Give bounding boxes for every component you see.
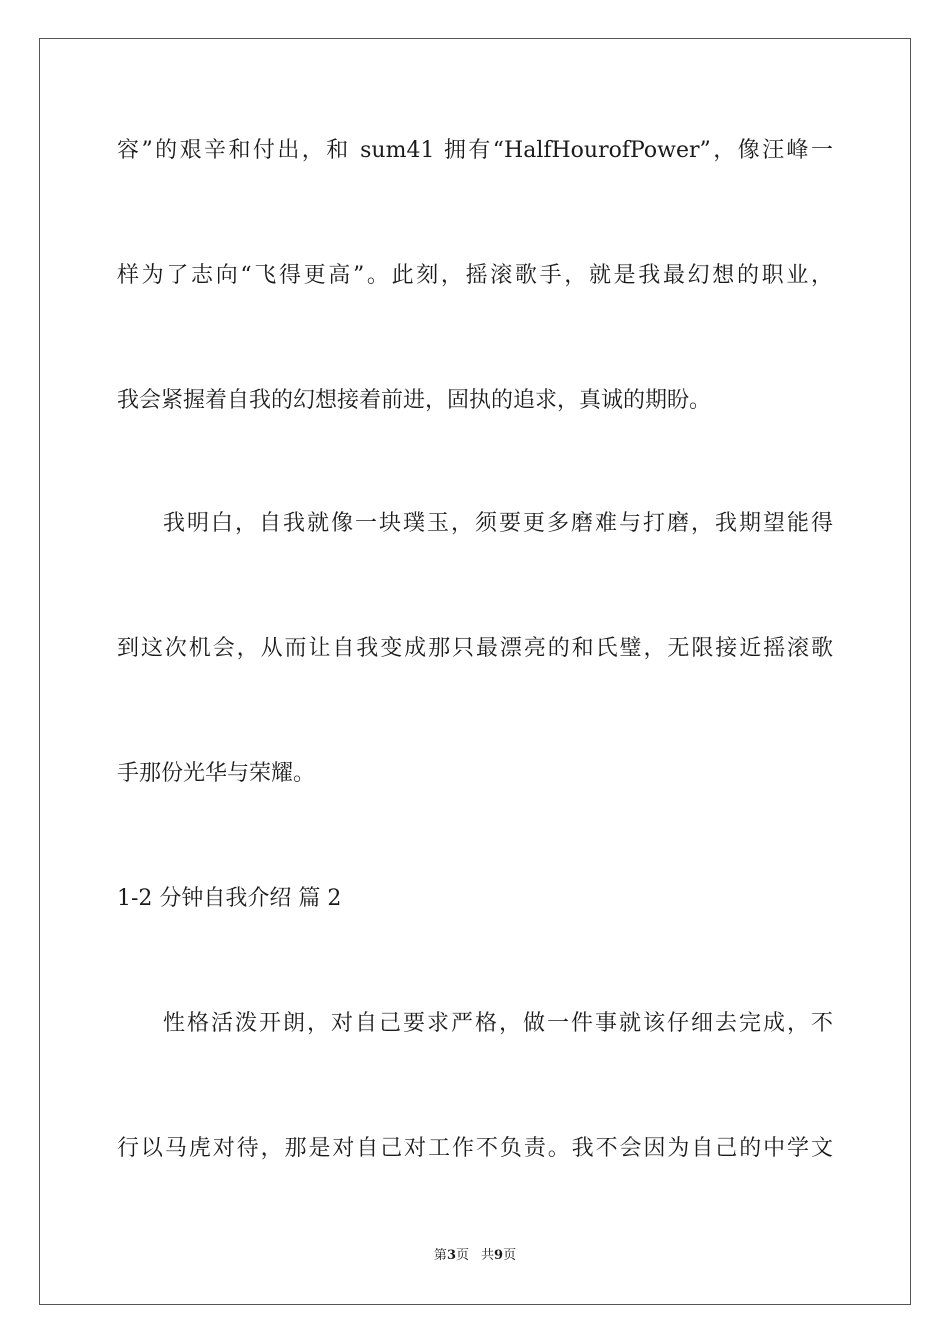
total-suffix: 页 (503, 1248, 517, 1263)
paragraph-line-6: 手那份光华与荣耀。 (117, 761, 316, 786)
paragraph-line-5: 到这次机会，从而让自我变成那只最漂亮的和氏璧，无限接近摇滚歌 (117, 636, 833, 661)
page-border (39, 38, 911, 1305)
paragraph-line-4: 我明白，自我就像一块璞玉，须要更多磨难与打磨，我期望能得 (163, 511, 833, 536)
paragraph-line-3: 我会紧握着自我的幻想接着前进，固执的追求，真诚的期盼。 (117, 388, 712, 413)
paragraph-line-2: 样为了志向“飞得更高”。此刻，摇滚歌手，就是我最幻想的职业， (117, 263, 833, 288)
page-prefix: 第 (433, 1248, 447, 1263)
page-number-footer (0, 1248, 950, 1264)
section-heading: 1-2 分钟自我介绍 篇 2 (117, 886, 342, 911)
paragraph-line-8: 行以马虎对待，那是对自己对工作不负责。我不会因为自己的中学文 (117, 1136, 833, 1161)
current-page-number: 3 (446, 1248, 456, 1263)
total-prefix: 共 (481, 1248, 495, 1263)
total-page-number: 9 (494, 1248, 504, 1263)
page-suffix: 页 (455, 1248, 469, 1263)
paragraph-line-1: 容”的艰辛和付出，和 sum41 拥有“HalfHourofPower”，像汪峰一 (117, 138, 833, 163)
paragraph-line-7: 性格活泼开朗，对自己要求严格，做一件事就该仔细去完成，不 (163, 1011, 833, 1036)
